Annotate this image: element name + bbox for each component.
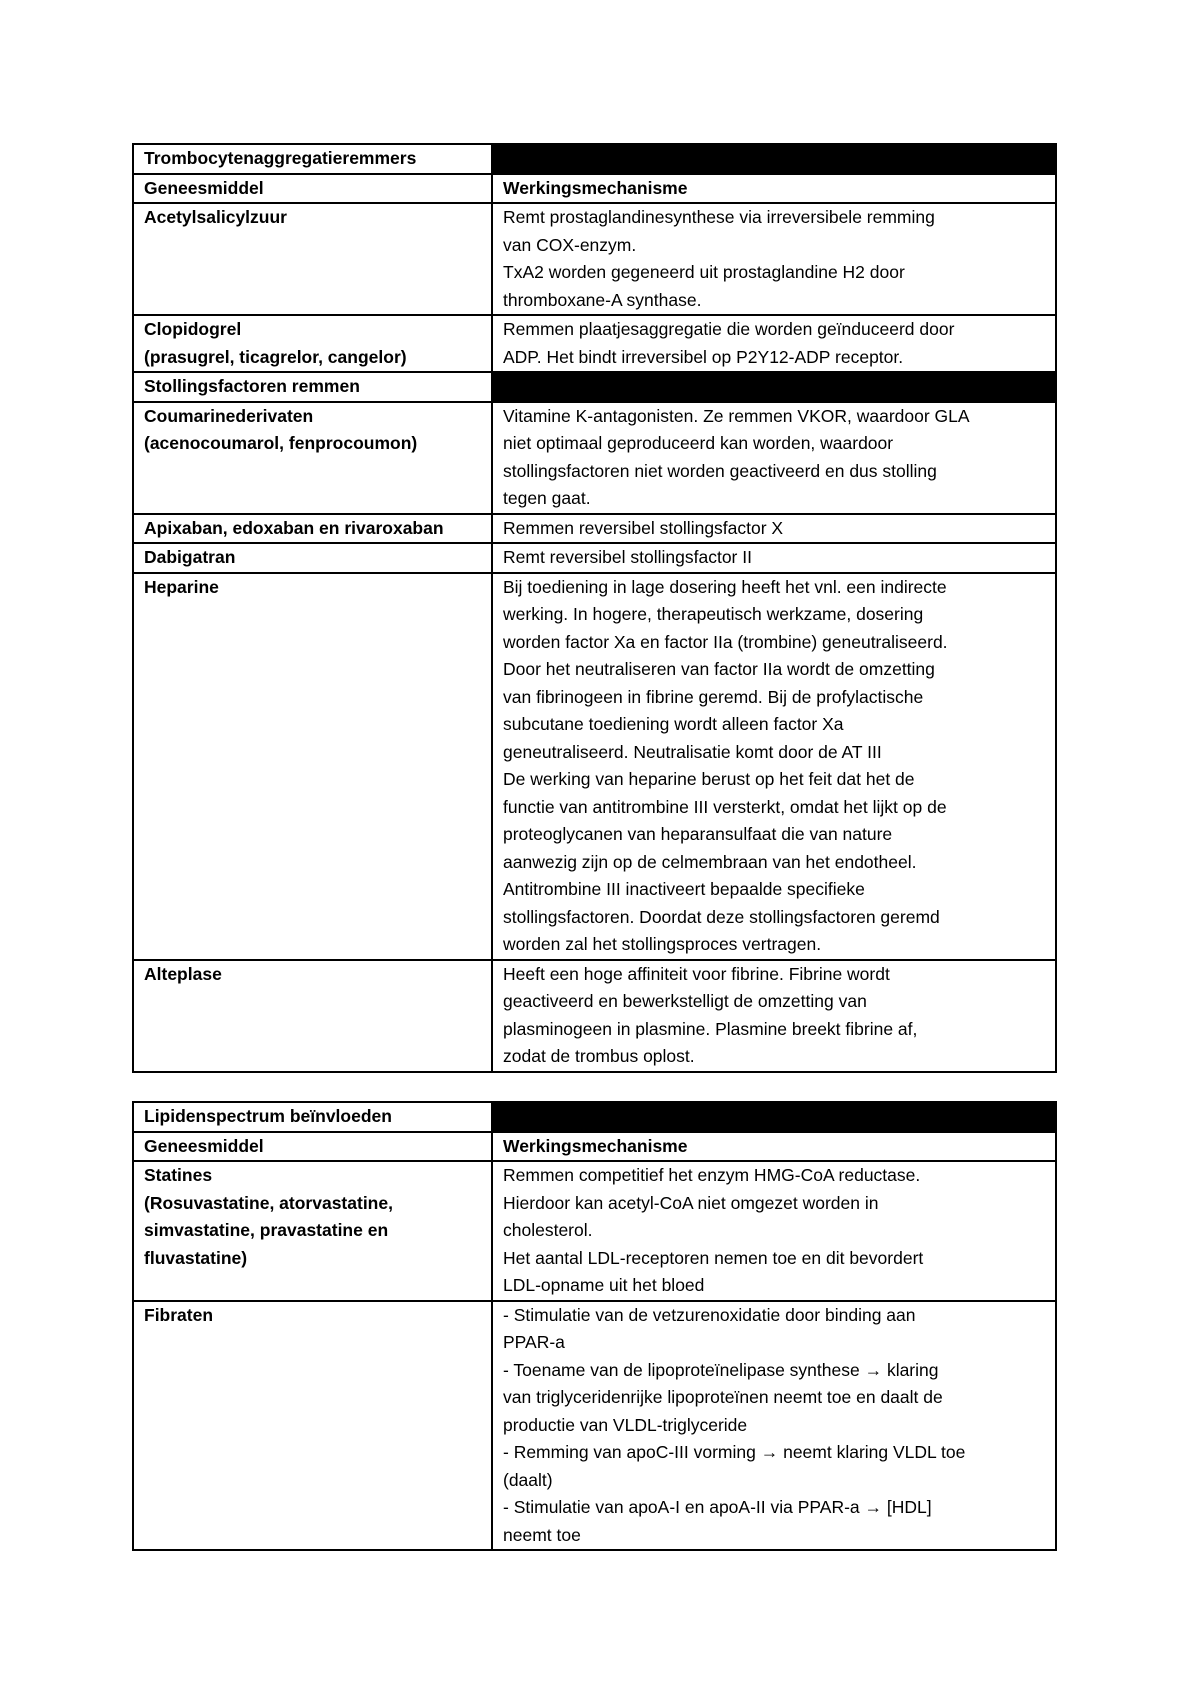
drug-name-cell: Heparine bbox=[133, 573, 492, 960]
table-row bbox=[133, 402, 1056, 514]
header-row bbox=[133, 174, 1056, 204]
drug-name-cell: Statines (Rosuvastatine, atorvastatine, simvastatine, pravastatine en fluvastatine) bbox=[133, 1161, 492, 1301]
mechanism-cell: Remmen plaatjesaggregatie die worden geïnduceerd door ADP. Het bindt irreversibel op P2Y12-ADP receptor. bbox=[492, 315, 1056, 372]
drug-name-cell: Fibraten bbox=[133, 1301, 492, 1551]
section-row bbox=[133, 1102, 1056, 1132]
table-row bbox=[133, 203, 1056, 315]
drug-name-cell: Acetylsalicylzuur bbox=[133, 203, 492, 315]
drug-name-cell: Apixaban, edoxaban en rivaroxaban bbox=[133, 514, 492, 544]
mechanism-cell: Remt prostaglandinesynthese via irreversibele remming van COX-enzym. TxA2 worden gegeneerd uit prostaglandine H2 door thromboxane-A synthase. bbox=[492, 203, 1056, 315]
section-header-fill bbox=[492, 144, 1056, 174]
table-body bbox=[133, 144, 1056, 1072]
section-title: Trombocytenaggregatieremmers bbox=[133, 144, 492, 174]
column-header: Werkingsmechanisme bbox=[492, 1132, 1056, 1162]
column-header: Geneesmiddel bbox=[133, 1132, 492, 1162]
table-row bbox=[133, 960, 1056, 1072]
table-row bbox=[133, 543, 1056, 573]
mechanism-cell: Heeft een hoge affiniteit voor fibrine. Fibrine wordt geactiveerd en bewerkstelligt de omzetting van plasminogeen in plasmine. Plasmine breekt fibrine af, zodat de trombus oplost. bbox=[492, 960, 1056, 1072]
table-lipid-spectrum bbox=[132, 1101, 1057, 1551]
table-row bbox=[133, 514, 1056, 544]
table-antithrombotics bbox=[132, 143, 1057, 1073]
table-row bbox=[133, 1161, 1056, 1301]
section-title: Lipidenspectrum beïnvloeden bbox=[133, 1102, 492, 1132]
table-row bbox=[133, 573, 1056, 960]
section-row bbox=[133, 372, 1056, 402]
drug-name-cell: Coumarinederivaten (acenocoumarol, fenprocoumon) bbox=[133, 402, 492, 514]
table-body bbox=[133, 1102, 1056, 1550]
column-header: Geneesmiddel bbox=[133, 174, 492, 204]
mechanism-cell: Vitamine K-antagonisten. Ze remmen VKOR, waardoor GLA niet optimaal geproduceerd kan worden, waardoor stollingsfactoren niet worden geactiveerd en dus stolling tegen gaat. bbox=[492, 402, 1056, 514]
drug-name-cell: Clopidogrel (prasugrel, ticagrelor, cangelor) bbox=[133, 315, 492, 372]
table-row bbox=[133, 1301, 1056, 1551]
table-row bbox=[133, 315, 1056, 372]
mechanism-cell: Bij toediening in lage dosering heeft het vnl. een indirecte werking. In hogere, therapeutisch werkzame, dosering worden factor Xa en factor IIa (trombine) geneutraliseerd. Door het neutraliseren van factor IIa wordt de omzetting van fibrinogeen in fibrine geremd. Bij de profylactische subcutane toediening wordt alleen factor Xa geneutraliseerd. Neutralisatie komt door de AT III De werking van heparine berust op het feit dat het de functie van antitrombine III versterkt, omdat het lijkt op de proteoglycanen van heparansulfaat die van nature aanwezig zijn op de celmembraan van het endotheel. Antitrombine III inactiveert bepaalde specifieke stollingsfactoren. Doordat deze stollingsfactoren geremd worden zal het stollingsproces vertragen. bbox=[492, 573, 1056, 960]
section-header-fill bbox=[492, 372, 1056, 402]
drug-name-cell: Alteplase bbox=[133, 960, 492, 1072]
section-title: Stollingsfactoren remmen bbox=[133, 372, 492, 402]
drug-name-cell: Dabigatran bbox=[133, 543, 492, 573]
mechanism-cell: - Stimulatie van de vetzurenoxidatie door binding aan PPAR-a - Toename van de lipoproteïnelipase synthese → klaring van triglyceridenrijke lipoproteïnen neemt toe en daalt de productie van VLDL-triglyceride - Remming van apoC-III vorming → neemt klaring VLDL toe (daalt) - Stimulatie van apoA-I en apoA-II via PPAR-a → [HDL] neemt toe bbox=[492, 1301, 1056, 1551]
column-header: Werkingsmechanisme bbox=[492, 174, 1056, 204]
mechanism-cell: Remmen competitief het enzym HMG-CoA reductase. Hierdoor kan acetyl-CoA niet omgezet worden in cholesterol. Het aantal LDL-receptoren nemen toe en dit bevordert LDL-opname uit het bloed bbox=[492, 1161, 1056, 1301]
section-header-fill bbox=[492, 1102, 1056, 1132]
mechanism-cell: Remmen reversibel stollingsfactor X bbox=[492, 514, 1056, 544]
header-row bbox=[133, 1132, 1056, 1162]
mechanism-cell: Remt reversibel stollingsfactor II bbox=[492, 543, 1056, 573]
section-row bbox=[133, 144, 1056, 174]
